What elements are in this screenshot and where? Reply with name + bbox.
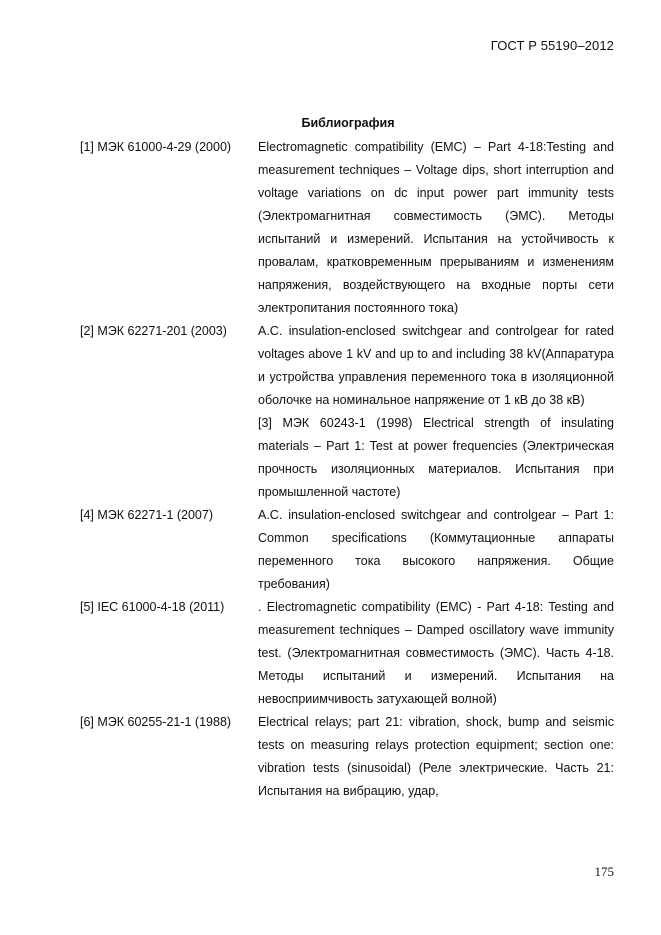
entry-description: Electrical relays; part 21: vibration, shock, bump and seismic tests on measuring relays protection equipment; section one: vibration tests (sinusoidal) (Реле электрические. Часть 21: Испытания на вибрацию, удар, xyxy=(258,715,614,798)
entry-reference: [6] МЭК 60255-21-1 (1988) xyxy=(80,715,232,729)
entry-reference: [4] МЭК 62271-1 (2007) xyxy=(80,508,214,522)
entry-reference: [1] МЭК 61000-4-29 (2000) xyxy=(80,140,232,154)
bibliography-title: Библиография xyxy=(301,116,395,130)
bibliography-entry xyxy=(80,504,614,596)
entry-description: A.C. insulation-enclosed switchgear and controlgear for rated voltages above 1 kV and up to and including 38 kV(Аппаратура и устройства управления переменного тока в изоляционной оболочке на номинальное напряжение от 1 кВ до 38 кВ) xyxy=(258,324,614,407)
entry-reference: [2] МЭК 62271-201 (2003) xyxy=(80,324,227,338)
bibliography-entry xyxy=(80,320,614,412)
bibliography-entry xyxy=(80,596,614,711)
document-header: ГОСТ Р 55190–2012 xyxy=(490,38,614,53)
bibliography-list xyxy=(80,136,614,803)
entry-reference xyxy=(80,412,258,504)
bibliography-entry xyxy=(80,136,614,320)
bibliography-entry xyxy=(80,711,614,803)
entry-reference: [5] IEC 61000-4-18 (2011) xyxy=(80,600,225,614)
entry-description: [3] МЭК 60243-1 (1998) Electrical strength of insulating materials – Part 1: Test at power frequencies (Электрическая прочность изоляционных материалов. Испытания при промышленной частоте) xyxy=(258,416,614,499)
page-number: 175 xyxy=(594,864,614,879)
entry-description: Electromagnetic compatibility (EMC) – Part 4-18:Testing and measurement techniques – Voltage dips, short interruption and voltage variations on dc input power part immunity tests (Электромагнитная совместимость (ЭМС). Методы испытаний и измерений. Испытания на устойчивость к провалам, кратковременным прерываниям и изменениям напряжения, воздействующего на входные порты сети электропитания постоянного тока) xyxy=(258,140,614,315)
entry-description: A.C. insulation-enclosed switchgear and controlgear – Part 1: Common specifications (Коммутационные аппараты переменного тока высокого напряжения. Общие требования) xyxy=(258,508,614,591)
bibliography-entry xyxy=(80,412,614,504)
entry-description: . Electromagnetic compatibility (EMC) - Part 4-18: Testing and measurement techniques – Damped oscillatory wave immunity test. (Электромагнитная совместимость (ЭМС). Часть 4-18. Методы испытаний и измерений. Испытания на невосприимчивость затухающей волной) xyxy=(258,600,614,706)
